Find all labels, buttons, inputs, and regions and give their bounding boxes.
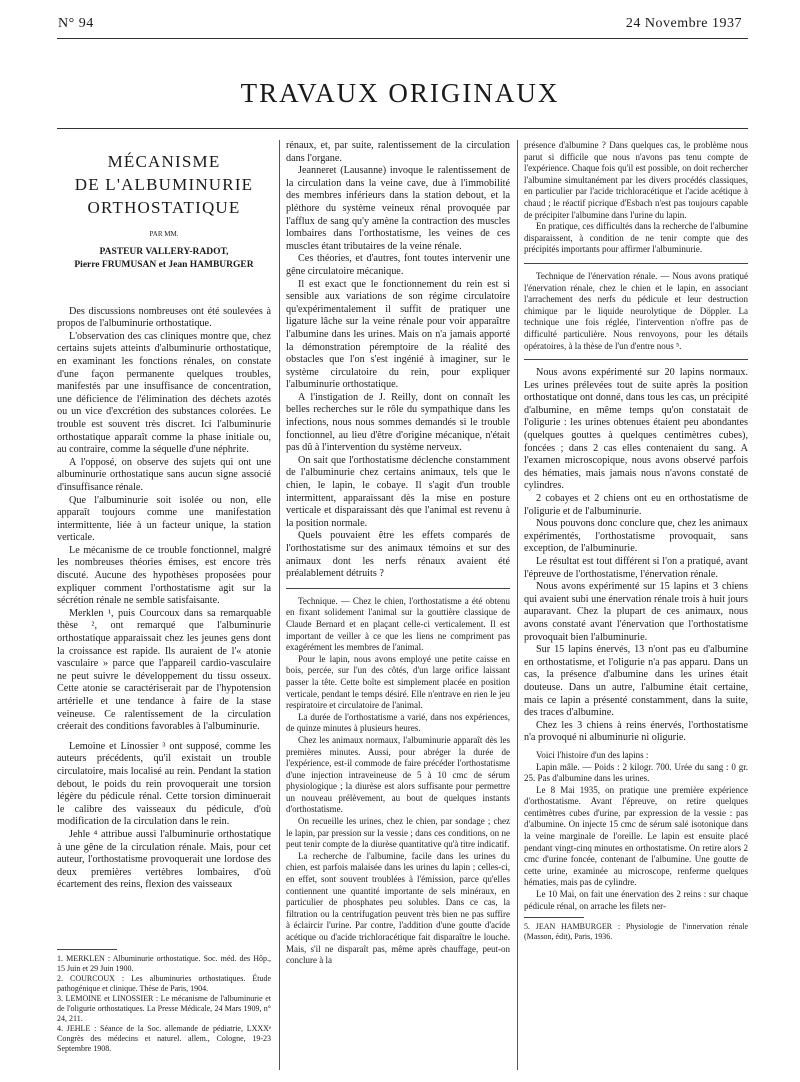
section-separator — [524, 263, 748, 264]
footnote: 1. MERKLEN : Albuminurie orthostatique. Soc. méd. des Hôp., 15 Juin et 29 Juin 1900. — [57, 953, 271, 973]
column-divider-1 — [279, 140, 280, 1070]
technique-paragraph: Chez les animaux normaux, l'albuminurie apparaît dès les premières minutes. Aussi, pour abréger la durée de l'expérience, est-il commode de faire précéder l'orthostatisme d'une injection intraveineuse de 5 à 10 cmc de sérum physiologique ; la diurèse est alors suffisante pour permettre un nouveau prélèvement, au bout de quelques instants d'orthostatisme. — [286, 734, 510, 815]
paragraph: Le mécanisme de ce trouble fonctionnel, malgré les nombreuses théories émises, est encore très discuté. Aucune des hypothèses proposées pour expliquer comment l'orthostatisme agit sur la sécrétion rénale ne semble satisfaisante. — [57, 544, 271, 607]
footnote: 2. COURCOUX : Les albuminuries orthostatiques. Étude pathogénique et clinique. Thèse de Paris, 1904. — [57, 973, 271, 993]
technique-paragraph: En pratique, ces difficultés dans la recherche de l'albumine disparaissent, à condition de ne tenir compte que des précipités importants pour affirmer l'albuminurie. — [524, 221, 748, 255]
paragraph: Lemoine et Linossier ³ ont supposé, comme les auteurs précédents, qu'il existait un trouble circulatoire, mais localisé au rein. Pendant la station debout, le poids du rein provoquerait une torsion légère du pédicule rénal. Cette torsion diminuerait le calibre des vaisseaux du pédicule, d'où modification de la circulation dans le rein. — [57, 740, 271, 828]
paragraph: A l'opposé, on observe des sujets qui ont une albuminurie orthostatique sans aucun signe associé d'insuffisance rénale. — [57, 456, 271, 493]
footnote: 4. JEHLE : Séance de la Soc. allemande de pédiatrie, LXXXᵉ Congrès des médecins et naturel. allem., Cologne, 19-23 Septembre 1908. — [57, 1023, 271, 1053]
technique-paragraph: On recueille les urines, chez le chien, par sondage ; chez le lapin, par pression sur la vessie ; dans ces conditions, on ne peut tenir compte de la diurèse quantitative qu'à titre indicatif. — [286, 816, 510, 850]
author-line: Pierre FRUMUSAN et Jean HAMBURGER — [74, 259, 254, 270]
section-separator — [286, 588, 510, 589]
paragraph: A l'instigation de J. Reilly, dont on connaît les belles recherches sur le rôle du sympathique dans les infections, nous nous sommes demandés si le trouble fonctionnel, au lieu d'être d'origine mécanique, n'était pas dû à l'intervention du système nerveux. — [286, 391, 510, 454]
article-title-line: MÉCANISME — [107, 152, 221, 171]
column-2 — [286, 140, 510, 967]
author-line: PASTEUR VALLERY-RADOT, — [99, 246, 229, 257]
paragraph: Quels pouvaient être les effets comparés de l'orthostatisme sur des animaux témoins et sur des animaux dont les nerfs rénaux avaient été préalablement détruits ? — [286, 530, 510, 580]
footnote: 5. JEAN HAMBURGER : Physiologie de l'innervation rénale (Masson, édit), Paris, 1936. — [524, 922, 748, 942]
header-rule — [57, 38, 748, 39]
technique-paragraph: Technique. — Chez le chien, l'orthostatisme a été obtenu en fixant solidement l'animal sur la gouttière classique de Claude Bernard et en plaçant celle-ci verticalement. Il est important de veiller à ce que les liens ne compriment pas exagérément les membres de l'animal. — [286, 595, 510, 653]
paragraph: On sait que l'orthostatisme déclenche constamment de l'albuminurie chez certains animaux, tels que le chien, le lapin, le cobaye. Il s'agit d'un trouble intermittent, apparaissant dès la mise en posture verticale et disparaissant dès que l'animal est revenu à la position normale. — [286, 454, 510, 529]
paragraph: Nous avons expérimenté sur 20 lapins normaux. Les urines prélevées tout de suite après la position orthostatique ont donné, dans tous les cas, un précipité d'albumine, en même temps qu'on constatait de l'oligurie : les urines obtenues étaient peu abondantes (quelques gouttes à quelques centimètres cubes), foncées ; dans 2 cas elles contenaient du sang. A l'examen microscopique, nous avons observé parfois des hématies, mais jamais nous n'avons constaté de cylindres. — [524, 367, 748, 492]
paragraph: Que l'albuminurie soit isolée ou non, elle apparaît toujours comme une manifestation intermittente, liée à un facteur unique, la station verticale. — [57, 494, 271, 544]
column-divider-2 — [517, 140, 518, 1070]
paragraph: Nous avons expérimenté sur 15 lapins et 3 chiens qui avaient subi une énervation rénale trois à huit jours auparavant. Chez la plupart de ces animaux, nous avons constaté avant l'énervation que l'orthostatisme provoquait bien l'albuminurie. — [524, 581, 748, 643]
paragraph: Jeanneret (Lausanne) invoque le ralentissement de la circulation dans la veine cave, due à l'immobilité des membres inférieurs dans la station debout, et la pléthore du système veineux rénal provoquée par l'afflux de sang qu'y amène la contraction des muscles lombaires dans l'orthostatisme, les veines de ces muscles étant tributaires de la veine rénale. — [286, 165, 510, 252]
paragraph: Sur 15 lapins énervés, 13 n'ont pas eu d'albumine en orthostatisme, et l'oligurie n'a pas apparu. Dans un cas, la présence d'albumine dans les urines était douteuse. Dans un autre, l'albumine était certaine, mais ce lapin a présenté constamment, dans la suite, des traces d'albumine. — [524, 644, 748, 719]
issue-number: N° 94 — [58, 16, 94, 31]
section-separator — [524, 359, 748, 360]
technique-paragraph: Technique de l'énervation rénale. — Nous avons pratiqué l'énervation rénale, chez le chien et le lapin, en associant l'arrachement des nerfs du pédicule et leur destruction chimique par le liquide neurolytique de Döppler. La technique une fois réglée, l'intervention n'offre pas de difficulté particulière. Nous renvoyons, pour les détails opératoires, à la thèse de l'un d'entre nous ⁵. — [524, 270, 748, 351]
technique-paragraph: Pour le lapin, nous avons employé une petite caisse en bois, percée, sur l'un des côtés, d'un large orifice laissant passer la tête. Cette boîte est simplement placée en position verticale, pendant le temps désiré. Elle n'entrave en rien le jeu respiratoire et circulatoire de l'animal. — [286, 653, 510, 711]
case-paragraph: Le 8 Mai 1935, on pratique une première expérience d'orthostatisme. Avant l'épreuve, on retire quelques centimètres cubes d'urine, par expression de la vessie : pas d'albumine. On injecte 15 cmc de sérum salé isotonique dans la veine marginale de l'oreille. Le lapin est ensuite placé pendant vingt-cinq minutes en orthostatisme. On retire alors 2 cmc d'urine foncée, contenant de l'albumine. Une goutte de cette urine, examinée au microscope, renferme quelques hématies, mais pas de cylindre. — [524, 784, 748, 888]
technique-paragraph: présence d'albumine ? Dans quelques cas, le problème nous parut si difficile que nous n'avons pas tenu compte de l'expérience. Chaque fois qu'il est possible, on doit rechercher l'albumine simultanément par les divers procédés classiques, en particulier par l'acide trichloracétique et l'acide acétique à chaud ; le réactif picrique d'Esbach n'est pas toujours capable de précipiter l'albumine dans l'urine du lapin. — [524, 140, 748, 220]
case-paragraph: Le 10 Mai, on fait une énervation des 2 reins : sur chaque pédicule rénal, on arrache les filets ner- — [524, 889, 748, 911]
paragraph: Le résultat est tout différent si l'on a pratiqué, avant l'épreuve de l'orthostatisme, l'énervation rénale. — [524, 556, 748, 580]
title-rule — [57, 128, 748, 129]
article-title-line: ORTHOSTATIQUE — [87, 198, 241, 217]
article-title — [57, 150, 271, 219]
technique-paragraph: La recherche de l'albumine, facile dans les urines du chien, est parfois malaisée dans les urines du lapin ; celles-ci, en effet, sont souvent troublées à l'émission, parce qu'elles contiennent une quantité importante de sels minéraux, en particulier de phosphates peu solubles. Dans ce cas, la filtration ou la centrifugation peuvent très bien ne pas suffire à éclaircir l'urine. Par contre, l'addition d'une goutte d'acide acétique ou d'acide trichloracétique fait disparaître le louche. Mais, s'il ne disparaît pas, même après chauffage, peut-on conclure à la — [286, 850, 510, 966]
technique-paragraph: La durée de l'orthostatisme a varié, dans nos expériences, de quinze minutes à plusieurs heures. — [286, 711, 510, 734]
case-paragraph: Lapin mâle. — Poids : 2 kilogr. 700. Urée du sang : 0 gr. 25. Pas d'albumine dans les urines. — [524, 761, 748, 784]
paragraph: Jehle ⁴ attribue aussi l'albuminurie orthostatique à une gêne de la circulation rénale. Mais, pour cet auteur, l'orthostatisme provoquerait une lordose des deux premières vertèbres lombaires, d'où écartement des reins, flexion des vaisseaux — [57, 828, 271, 891]
paragraph: Ces théories, et d'autres, font toutes intervenir une gêne circulatoire mécanique. — [286, 253, 510, 277]
column-3 — [524, 140, 748, 942]
paragraph: Chez les 3 chiens à reins énervés, l'orthostatisme n'a provoqué ni albuminurie ni oligurie. — [524, 719, 748, 744]
paragraph: L'observation des cas cliniques montre que, chez certains sujets atteints d'albuminurie orthostatique, en examinant les fonctions rénales, on constate d'une façon permanente quelques troubles, manifestés par une insuffisance de concentration, une déficience de l'élimination des déchets azotés ou un vice d'excrétion des substances colorées. Le trouble est souvent très discret. Ici l'albuminurie orthostatique apparaît comme la phase initiale ou, au contraire, comme la séquelle d'une néphrite. — [57, 330, 271, 456]
footnote-rule — [524, 917, 584, 918]
issue-date: 24 Novembre 1937 — [625, 16, 742, 31]
authors — [57, 246, 271, 272]
paragraph: Il est exact que le fonctionnement du rein est si sensible aux variations de son régime circulatoire qu'expérimentalement il suffit de pratiquer une ligature lâche sur la veine rénale pour voir apparaître l'albumine dans les urines. Mais on n'a jamais apporté la démonstration péremptoire de la réalité des obstacles que l'on s'est ingénié à imaginer, sur le système circulatoire du rein, pour expliquer l'albuminurie orthostatique. — [286, 278, 510, 391]
paragraph: Merklen ¹, puis Courcoux dans sa remarquable thèse ², ont remarqué que l'albuminurie orthostatique apparaissait chez les jeunes gens dont la croissance est rapide. Ils auraient de l'« atonie vasculaire » parce que l'appareil cardio-vasculaire ne peut suivre le développement du tissu osseux. Cette atonie se caractériserait par de l'hypotension artérielle et une tendance à faire de la stase veineuse. Ce ralentissement de la circulation créerait des conditions favorables à l'albuminurie. — [57, 607, 271, 733]
column-1 — [57, 140, 271, 1054]
paragraph: Nous pouvons donc conclure que, chez les animaux expérimentés, l'orthostatisme provoquait, sans exception, de l'albuminurie. — [524, 518, 748, 555]
footnote-rule — [57, 949, 117, 950]
paragraph: rénaux, et, par suite, ralentissement de la circulation dans l'organe. — [286, 140, 510, 164]
footnote: 3. LEMOINE et LINOSSIER : Le mécanisme de l'albuminurie et de l'oligurie orthostatiques. La Presse Médicale, 24 Mars 1909, n° 24, 211. — [57, 993, 271, 1023]
article-title-line: DE L'ALBUMINURIE — [74, 175, 254, 194]
paragraph: Des discussions nombreuses ont été soulevées à propos de l'albuminurie orthostatique. — [57, 305, 271, 330]
byline: PAR MM. — [149, 230, 179, 238]
paragraph: 2 cobayes et 2 chiens ont eu en orthostatisme de l'oligurie et de l'albuminurie. — [524, 493, 748, 517]
section-title: TRAVAUX ORIGINAUX — [240, 78, 560, 108]
case-paragraph: Voici l'histoire d'un des lapins : — [536, 749, 649, 760]
